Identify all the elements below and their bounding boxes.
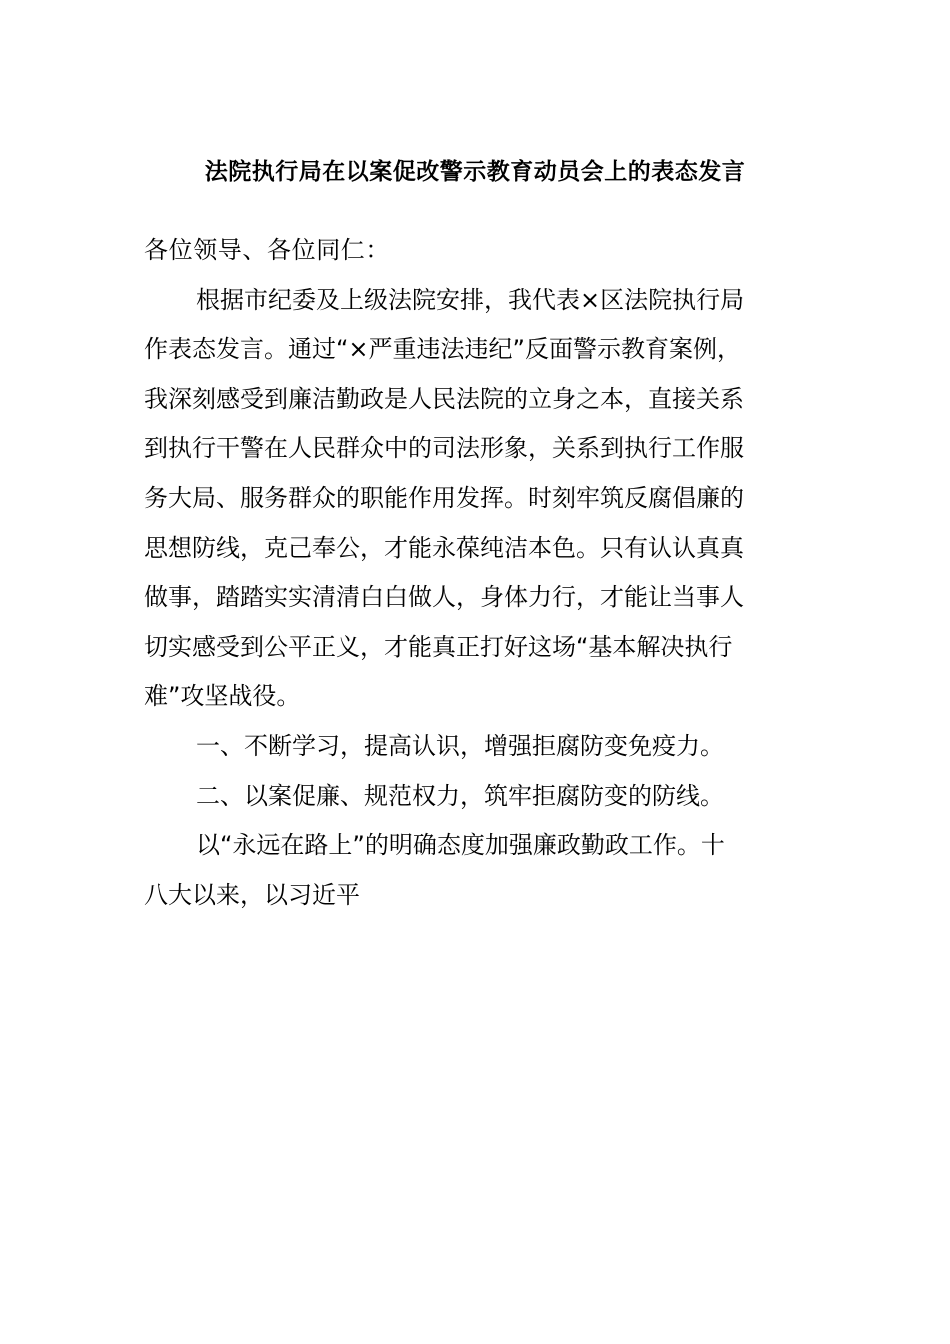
paragraph-line: 以“永远在路上”的明确态度加强廉政勤政工作。十 [196,831,725,860]
paragraph-line: 做事，踏踏实实清清白白做人，身体力行，才能让当事人 [144,583,744,612]
paragraph-1 [144,276,824,722]
greeting-line: 各位领导、各位同仁： [144,236,390,264]
paragraph-line: 我深刻感受到廉洁勤政是人民法院的立身之本，直接关系 [144,384,744,413]
paragraph-line: 务大局、服务群众的职能作用发挥。时刻牢筑反腐倡廉的 [144,483,744,512]
paragraph-line: 思想防线，克己奉公，才能永葆纯洁本色。只有认认真真 [144,533,744,562]
paragraph-2 [144,821,824,920]
document-body [144,226,824,920]
paragraph-line: 切实感受到公平正义，才能真正打好这场“基本解决执行 [144,632,733,661]
section-point-2: 二、以案促廉、规范权力，筑牢拒腐防变的防线。 [196,781,724,810]
paragraph-line: 到执行干警在人民群众中的司法形象，关系到执行工作服 [144,434,744,463]
section-point-1: 一、不断学习，提高认识，增强拒腐防变免疫力。 [196,731,724,760]
paragraph-line: 作表态发言。通过“×严重违法违纪”反面警示教育案例， [144,335,741,364]
paragraph-line: 难”攻坚战役。 [144,682,301,711]
document-title: 法院执行局在以案促改警示教育动员会上的表态发言 [204,159,746,185]
paragraph-line: 八大以来，以习近平 [144,880,360,909]
paragraph-line: 根据市纪委及上级法院安排，我代表×区法院执行局 [196,285,745,314]
